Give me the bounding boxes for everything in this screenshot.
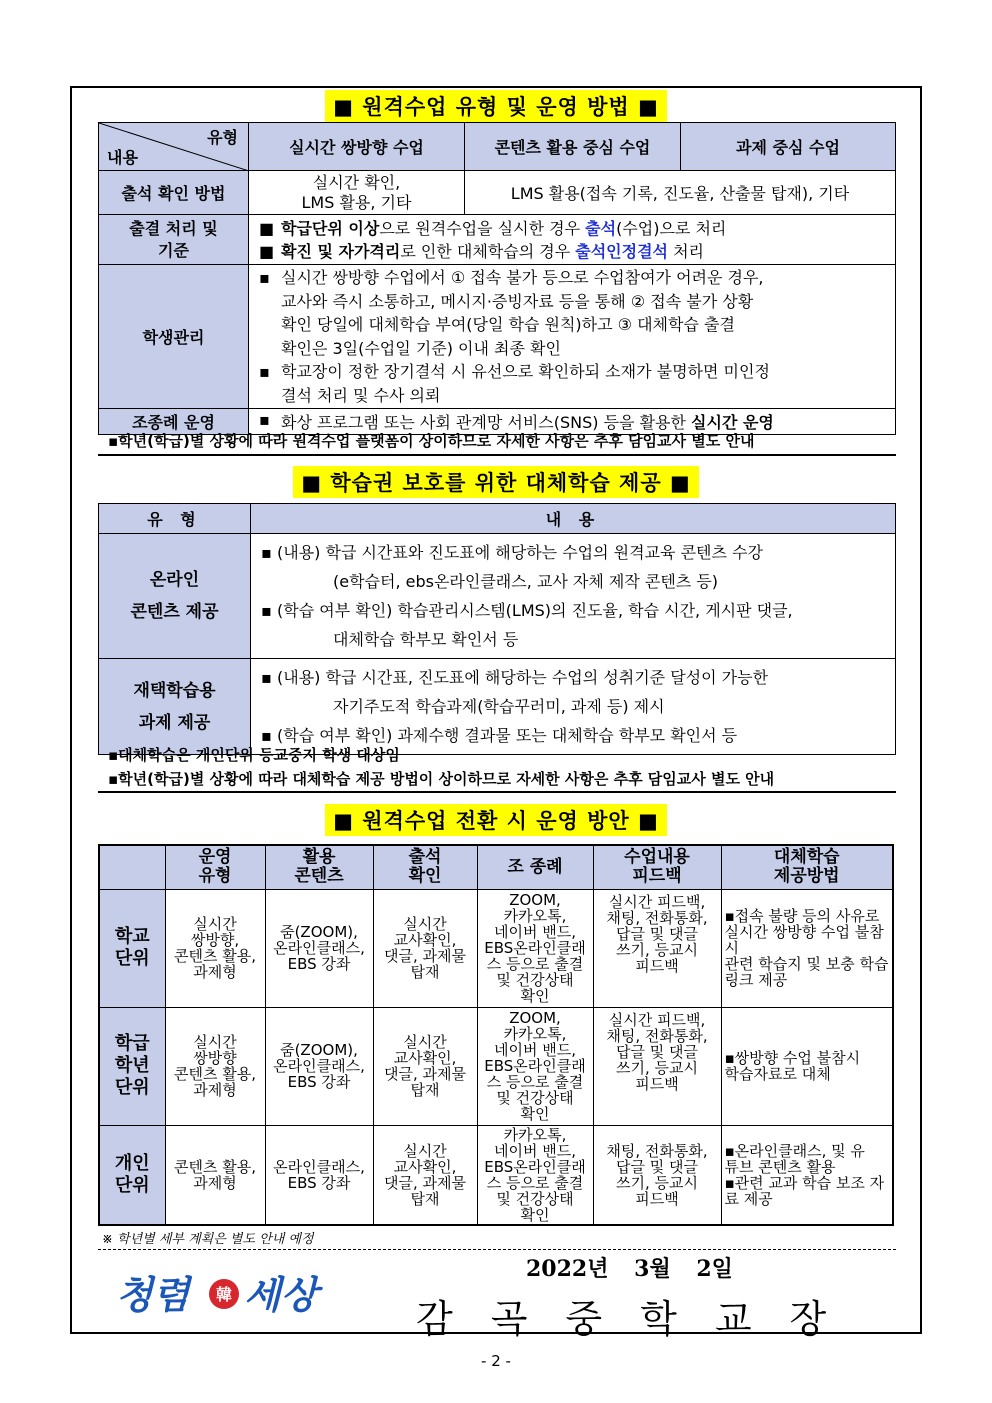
- table-cell: 실시간 피드백, 채팅, 전화통화, 답글 및 댓글 쓰기, 등교시 피드백: [593, 889, 721, 1007]
- issue-date: 2022년 3월 2일: [526, 1256, 733, 1282]
- col-content: 내 용: [251, 504, 896, 534]
- page-number: - 2 -: [481, 1352, 511, 1370]
- attendance-realtime-line: 실시간 확인,: [312, 172, 401, 192]
- table-cell: 실시간 쌍방향, 콘텐츠 활용, 과제형: [165, 889, 265, 1007]
- logo-text-1: 청렴: [116, 1273, 190, 1317]
- student-line: 교사와 즉시 소통하고, 메시지·증빙자료 등을 통해 ② 접속 불가 상황: [281, 291, 754, 311]
- section-1-title: ■ 원격수업 유형 및 운영 방법 ■: [72, 90, 920, 122]
- process-item: ■ 학급단위 이상으로 원격수업을 실시한 경우 출석(수업)으로 처리: [259, 218, 727, 238]
- home-line: 자기주도적 학습과제(학습꾸러미, 과제 등) 제시: [333, 697, 665, 716]
- student-line: 확인은 3일(수업일 기준) 이내 최종 확인: [281, 338, 561, 358]
- home-content: [251, 659, 896, 755]
- online-line: (e학습터, ebs온라인클래스, 교사 자체 제작 콘텐츠 등): [333, 572, 719, 591]
- process-label: [99, 215, 249, 265]
- attendance-label: 출석 확인 방법: [99, 171, 249, 215]
- row-label-individual: 개인 단위: [99, 1125, 165, 1225]
- divider: [98, 791, 896, 793]
- home-label-line: 재택학습용: [133, 680, 216, 701]
- online-item: ▪ (학습 여부 확인) 학습관리시스템(LMS)의 진도율, 학습 시간, 게시판 댓글,: [261, 601, 793, 620]
- dashed-divider: [98, 1249, 896, 1250]
- online-line: 대체학습 학부모 확인서 등: [333, 630, 519, 649]
- attendance-realtime-line: LMS 활용, 기타: [301, 192, 412, 212]
- attendance-other: LMS 활용(접속 기록, 진도율, 산출물 탑재), 기타: [465, 171, 896, 215]
- online-label-line: 온라인: [149, 570, 200, 590]
- online-item: ▪ (내용) 학급 시간표와 진도표에 해당하는 수업의 원격교육 콘텐츠 수강: [261, 543, 763, 562]
- col-feedback: 수업내용 피드백: [593, 845, 721, 889]
- process-label-line: 출결 처리 및: [129, 218, 218, 238]
- col-content: 콘텐츠 활용 중심 수업: [465, 123, 681, 171]
- col-contents: 활용 콘텐츠: [265, 845, 373, 889]
- section-3-title: ■ 원격수업 전환 시 운영 방안 ■: [72, 804, 920, 836]
- row-label-class: 학급 학년 단위: [99, 1007, 165, 1125]
- online-content: [251, 534, 896, 659]
- home-label-line: 과제 제공: [138, 712, 211, 733]
- process-label-line: 기준: [158, 240, 189, 260]
- table-cell: 카카오톡, 네이버 밴드, EBS온라인클래 스 등으로 출결 및 건강상태 확인: [477, 1125, 593, 1225]
- footnote: ※ 학년별 세부 계획은 별도 안내 예정: [102, 1232, 314, 1247]
- assembly-content: ▪ 화상 프로그램 또는 사회 관계망 서비스(SNS) 등을 활용한 실시간 운영: [249, 409, 896, 435]
- online-label-line: 콘텐츠 제공: [130, 602, 219, 622]
- home-item: ▪ (학습 여부 확인) 과제수행 결과물 또는 대체학습 학부모 확인서 등: [261, 726, 738, 745]
- attendance-realtime: [249, 171, 465, 215]
- section-2-note-1: ▪대체학습은 개인단위 등교중지 학생 대상임: [108, 746, 400, 764]
- student-line: 확인 당일에 대체학습 부여(당일 학습 원칙)하고 ③ 대체학습 출결: [281, 315, 735, 334]
- document-frame: [70, 86, 922, 1341]
- alternative-learning-table: [98, 503, 896, 755]
- section-2-title: ■ 학습권 보호를 위한 대체학습 제공 ■: [72, 466, 920, 498]
- row-label-school: 학교 단위: [99, 889, 165, 1007]
- remote-class-type-table: [98, 122, 896, 435]
- col-assignment: 과제 중심 수업: [681, 123, 896, 171]
- table-cell: 채팅, 전화통화, 답글 및 댓글 쓰기, 등교시 피드백: [593, 1125, 721, 1225]
- student-label: 학생관리: [99, 265, 249, 409]
- table-cell: 실시간 교사확인, 댓글, 과제물 탑재: [373, 889, 477, 1007]
- logo-text-2: 세상: [244, 1273, 318, 1317]
- transition-plan-table: [98, 844, 894, 1226]
- process-item: ■ 확진 및 자가격리로 인한 대체학습의 경우 출석인정결석 처리: [259, 241, 704, 261]
- school-principal: 감곡중학교장: [416, 1297, 865, 1341]
- col-op-type: 운영 유형: [165, 845, 265, 889]
- col-assembly: 조 종례: [477, 845, 593, 889]
- table-cell: ZOOM, 카카오톡, 네이버 밴드, EBS온라인클래 스 등으로 출결 및 건강상태 확인: [477, 1007, 593, 1125]
- table-cell: 실시간 교사확인, 댓글, 과제물 탑재: [373, 1125, 477, 1225]
- table-cell: 온라인클래스, EBS 강좌: [265, 1125, 373, 1225]
- diagonal-header-cell: [99, 123, 249, 171]
- corner-cell: [99, 845, 165, 889]
- integrity-logo: [112, 1264, 352, 1328]
- table-cell: 실시간 피드백, 채팅, 전화통화, 답글 및 댓글 쓰기, 등교시 피드백: [593, 1007, 721, 1125]
- section-1-note: ▪학년(학급)별 상황에 따라 원격수업 플랫폼이 상이하므로 자세한 사항은 추후 담임교사 별도 안내: [108, 432, 755, 450]
- table-cell: ▪접속 불량 등의 사유로 실시간 쌍방향 수업 불참시 관련 학습지 및 보충 학습 링크 제공: [721, 889, 893, 1007]
- table-cell: 실시간 쌍방향 콘텐츠 활용, 과제형: [165, 1007, 265, 1125]
- table-cell: ▪쌍방향 수업 불참시 학습자료로 대체: [721, 1007, 893, 1125]
- logo-seal-char: 韓: [215, 1285, 233, 1304]
- home-item: ▪ (내용) 학급 시간표, 진도표에 해당하는 수업의 성취기준 달성이 가능한: [261, 668, 769, 687]
- online-label: [99, 534, 251, 659]
- table-cell: ZOOM, 카카오톡, 네이버 밴드, EBS온라인클래 스 등으로 출결 및 건강상태 확인: [477, 889, 593, 1007]
- type-label: 유형: [207, 128, 238, 147]
- col-alternative: 대체학습 제공방법: [721, 845, 893, 889]
- process-content: [249, 215, 896, 265]
- table-cell: 실시간 교사확인, 댓글, 과제물 탑재: [373, 1007, 477, 1125]
- col-type: 유 형: [99, 504, 251, 534]
- section-2-note-2: ▪학년(학급)별 상황에 따라 대체학습 제공 방법이 상이하므로 자세한 사항은 추후 담임교사 별도 안내: [108, 770, 775, 788]
- col-attendance: 출석 확인: [373, 845, 477, 889]
- student-line: 결석 처리 및 수사 의뢰: [281, 385, 441, 405]
- divider: [98, 454, 896, 456]
- table-cell: 콘텐츠 활용, 과제형: [165, 1125, 265, 1225]
- table-cell: ▪온라인클래스, 및 유 튜브 콘텐츠 활용 ▪관련 교과 학습 보조 자 료 제공: [721, 1125, 893, 1225]
- assembly-label: 조종례 운영: [99, 409, 249, 435]
- table-cell: 줌(ZOOM), 온라인클래스, EBS 강좌: [265, 1007, 373, 1125]
- table-cell: 줌(ZOOM), 온라인클래스, EBS 강좌: [265, 889, 373, 1007]
- content-label: 내용: [107, 148, 138, 167]
- home-label: [99, 659, 251, 755]
- col-realtime: 실시간 쌍방향 수업: [249, 123, 465, 171]
- student-content: [249, 265, 896, 409]
- student-item: ▪ 실시간 쌍방향 수업에서 ① 접속 불가 등으로 수업참여가 어려운 경우,: [259, 268, 764, 287]
- student-item: ▪ 학교장이 정한 장기결석 시 유선으로 확인하되 소재가 불명하면 미인정: [259, 362, 770, 381]
